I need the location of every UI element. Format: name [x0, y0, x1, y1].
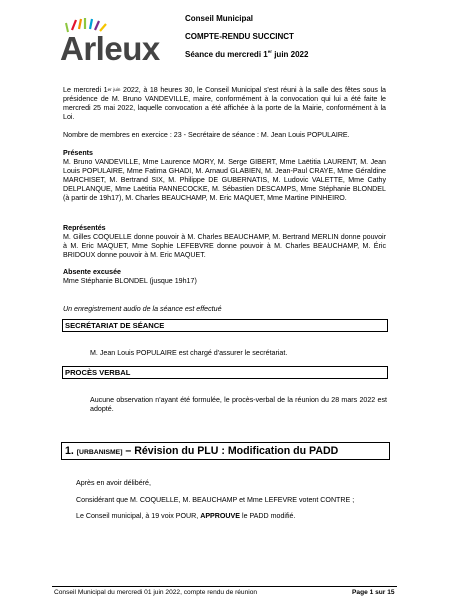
section-1-line-1: Après en avoir délibéré,	[76, 479, 151, 487]
header-doc-type: COMPTE-RENDU SUCCINCT	[185, 32, 294, 41]
secretariat-title: SECRÉTARIAT DE SÉANCE	[62, 319, 388, 332]
footer-total: 15	[387, 589, 395, 596]
footer-of: sur	[373, 589, 388, 596]
session-suffix: juin 2022	[271, 50, 309, 59]
footer-rule	[52, 586, 397, 587]
proces-verbal-title: PROCÈS VERBAL	[62, 366, 388, 379]
logo-stroke-1	[72, 20, 76, 30]
line3-a: Le Conseil municipal, à 19 voix POUR,	[76, 512, 201, 520]
secretariat-text: M. Jean Louis POPULAIRE est chargé d'assurer le secrétariat.	[90, 349, 288, 357]
audio-note: Un enregistrement audio de la séance est effectué	[63, 305, 222, 313]
section-1-line-2: Considérant que M. COQUELLE, M. BEAUCHAMP et Mme LEFEVRE votent CONTRE ;	[76, 496, 355, 504]
line3-b: le PADD modifié.	[240, 512, 296, 520]
header-session	[185, 50, 308, 59]
section-1-heading	[61, 442, 390, 460]
header-org: Conseil Municipal	[185, 14, 254, 23]
intro-part-b: 2022, à 18 heures 30, le Conseil Municipal s'est réuni à la salle des fêtes sous la présidence de M. Bruno VANDEVILLE, maire, conformément à la convocation qui lui a été faite le mercredi 25 mai 2022, laquelle convocation a été affichée à la porte de la Mairie, conformément à la Loi.	[63, 86, 386, 122]
line3-bold: APPROUVE	[200, 512, 241, 520]
footer-page	[352, 589, 395, 596]
section-number: 1.	[65, 445, 74, 457]
session-prefix: Séance du mercredi 1	[185, 50, 268, 59]
absente-text: Mme Stéphanie BLONDEL (jusque 19h17)	[63, 277, 197, 285]
logo-stroke-4	[90, 19, 92, 29]
footer-left: Conseil Municipal du mercredi 01 juin 2022, compte rendu de réunion	[54, 589, 258, 596]
representes-heading: Représentés	[63, 224, 106, 232]
section-tag: [URBANISME]	[76, 449, 123, 456]
section-1-line-3	[76, 512, 295, 521]
members-line: Nombre de membres en exercice : 23 - Secrétaire de séance : M. Jean Louis POPULAIRE.	[63, 131, 350, 139]
footer-page-label: Page	[352, 589, 370, 596]
representes-list: M. Gilles COQUELLE donne pouvoir à M. Charles BEAUCHAMP, M. Bertrand MERLIN donne pouvoir à M. Eric MAQUET, Mme Sophie LEFEBVRE donne pouvoir à M. Charles BEAUCHAMP, M. Éric BRIDOUX donne pouvoir à M. Eric MAQUET.	[63, 233, 386, 260]
absente-heading: Absente excusée	[63, 268, 121, 276]
presents-list: M. Bruno VANDEVILLE, Mme Laurence MORY, M. Serge GIBERT, Mme Laëtitia LAURENT, M. Jean Louis POPULAIRE, Mme Fatima GHADI, M. Arnaud GLABIEN, M. Jean-Paul CRAYE, Mme Géraldine MARCHISET, M. Bertrand SIX, M. Philippe DE GUBERNATIS, M. Ludovic VALETTE, Mme Cathy DELPLANQUE, Mme Laëtitia PANNECOCKE, M. Sébastien DESCAMPS, Mme Stéphanie BLONDEL (à partir de 19h17), M. Charles BEAUCHAMP, M. Eric MAQUET, Mme Martine PINHEIRO.	[63, 158, 386, 203]
logo-stroke-5	[95, 21, 99, 30]
logo	[52, 16, 160, 70]
intro-paragraph	[63, 86, 386, 122]
intro-sup: er juin	[107, 87, 121, 92]
section-title: – Révision du PLU : Modification du PADD	[122, 445, 339, 457]
proces-verbal-text: Aucune observation n'ayant été formulée, le procès-verbal de la réunion du 28 mars 2022 est adopté.	[90, 396, 387, 414]
intro-part-a: Le mercredi 1	[63, 86, 108, 94]
footer-page-number: 1	[369, 589, 374, 596]
session-sup: er	[267, 49, 272, 54]
logo-stroke-2	[79, 19, 81, 29]
presents-heading: Présents	[63, 149, 93, 157]
logo-wordmark: Arleux	[60, 30, 160, 67]
